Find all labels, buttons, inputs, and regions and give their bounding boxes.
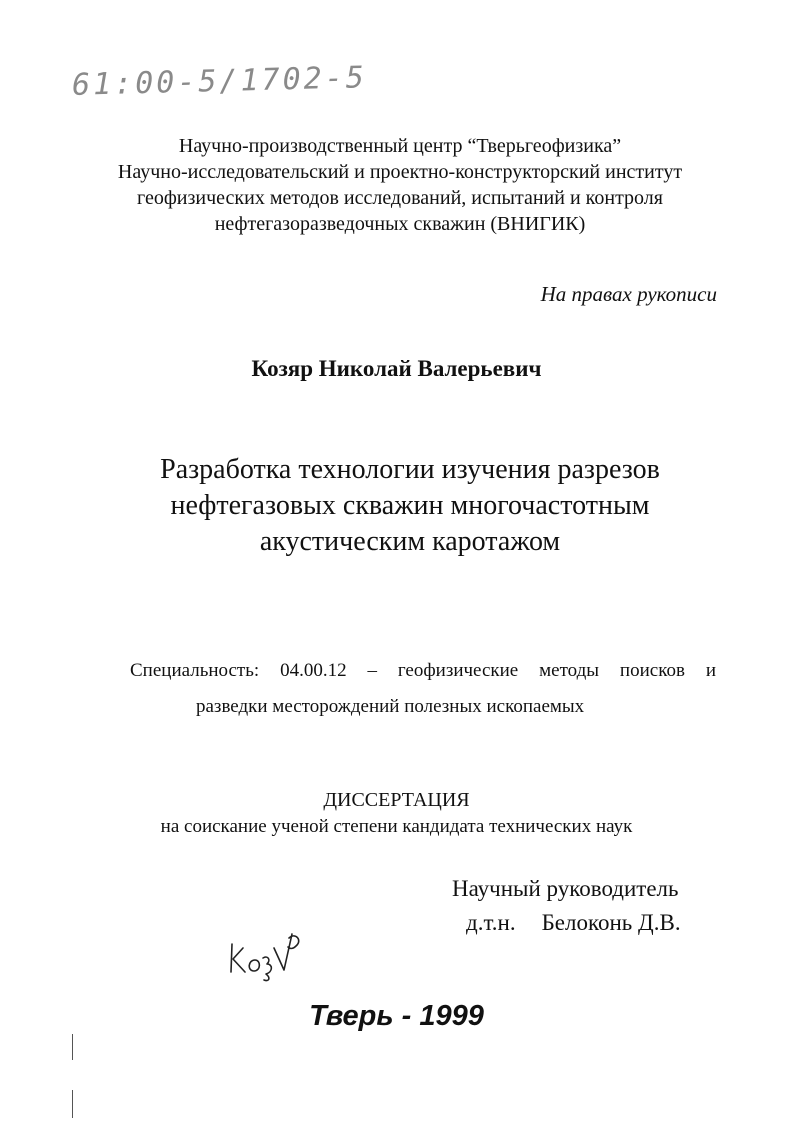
margin-line: [72, 1034, 73, 1060]
organization-line: Научно-исследовательский и проектно-конструкторский институт: [117, 161, 683, 183]
dissertation-subheading: на соискание ученой степени кандидата технических наук: [160, 816, 633, 837]
dissertation-title: [60, 452, 760, 560]
archive-stamp: 61:00-5/1702-5: [71, 60, 368, 103]
organization-block: [60, 133, 740, 237]
dissertation-heading: ДИССЕРТАЦИЯ: [323, 789, 470, 811]
title-line: Разработка технологии изучения разрезов: [160, 454, 660, 485]
handwritten-signature: [226, 926, 306, 982]
title-line: нефтегазовых скважин многочастотным: [170, 490, 650, 521]
rights-note: На правах рукописи: [540, 282, 717, 306]
supervisor-name: Белоконь Д.В.: [541, 910, 681, 935]
margin-line: [72, 1090, 73, 1118]
specialty-line-2: разведки месторождений полезных ископаемых: [196, 696, 585, 717]
title-line: акустическим каротажом: [259, 526, 561, 557]
organization-line: Научно-производственный центр “Тверьгеофизика”: [178, 135, 622, 157]
specialty-line-1: Специальность: 04.00.12 – геофизические методы поисков и: [130, 660, 716, 681]
supervisor-info: [466, 910, 681, 936]
city-year: Тверь - 1999: [309, 1000, 484, 1032]
organization-line: нефтегазоразведочных скважин (ВНИГИК): [214, 213, 586, 235]
supervisor-degree: д.т.н.: [466, 910, 516, 935]
author-name: Козяр Николай Валерьевич: [251, 356, 542, 381]
organization-line: геофизических методов исследований, испытаний и контроля: [137, 187, 663, 209]
supervisor-label: Научный руководитель: [452, 876, 679, 901]
